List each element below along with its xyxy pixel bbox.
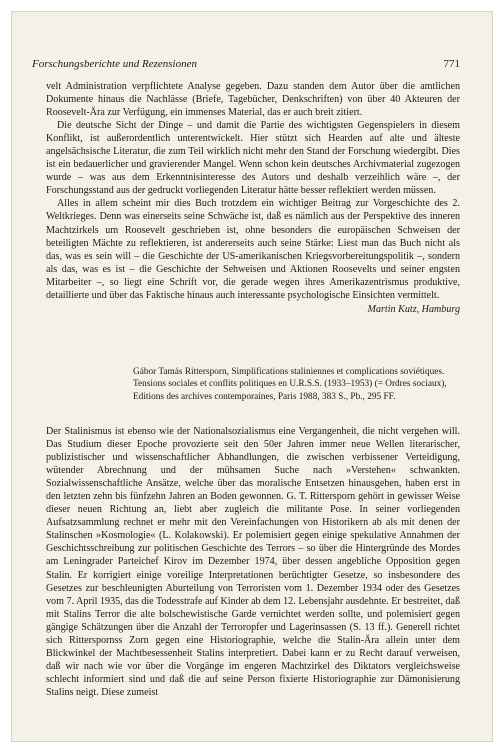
paragraph: velt Administration verpflichtete Analyse gegeben. Dazu standen dem Autor über die amtlichen Dokumente hinaus die Nachlässe (Briefe, Tagebücher, Denkschriften) von über 40 Akteuren der Roosevelt-Ära zur Verfügung, ein immenses Material, das er auch breit zitiert.	[46, 81, 460, 119]
page-number: 771	[443, 58, 460, 70]
paragraph: Alles in allem scheint mir dies Buch trotzdem ein wichtiger Beitrag zur Vorgeschichte des 2. Weltkrieges. Denn was einerseits seine Schwäche ist, daß es nämlich aus der Perspektive des inneren Machtzirkels um Roosevelt geschrieben ist, ohne besonders die europäischen Schweisen der beteiligten Mächte zu reflektieren, ist andererseits auch seine Stärke: Liest man das Buch nicht als das, was es sein will – die Geschichte der US-amerikanischen Kriegsvorbereitungspolitik –, sondern als das, was es ist – die Geschichte der Sehweisen und Aktionen Roosevelts und seiner engsten Mitarbeiter –, so liegt eine Schrift vor, die gerade wegen ihres Amerikazentrismus produktive, detaillierte und über das Faktische hinaus auch interessante psychologische Einsichten vermittelt.	[46, 198, 460, 301]
running-title: Forschungsberichte und Rezensionen	[32, 58, 197, 70]
paragraph: Die deutsche Sicht der Dinge – und damit die Partie des wichtigsten Gegenspielers in diesem Konflikt, ist außerordentlich unterentwickelt. Hier stützt sich Hearden auf alte und älteste angelsächsische Literatur, die zum Teil wirklich nicht mehr den Stand der Forschung wiedergibt. Dies ist ein bedauerlicher und gravierender Mangel. Wenn schon kein deutsches Archivmaterial zugezogen wurde – was aus dem Erkenntnisinteresse des Autors und deshalb verzeihlich wäre –, der Forschungsstand aus der gedruckt vorliegenden Literatur hätte besser reflektiert werden müssen.	[46, 120, 460, 197]
reviewer-signature: Martin Kutz, Hamburg	[367, 303, 460, 315]
review-1-text	[46, 80, 460, 316]
review-2-text	[46, 425, 460, 699]
paragraph: Der Stalinismus ist ebenso wie der Nationalsozialismus eine Vergangenheit, die nicht vergehen will. Das Studium dieser Epoche provozierte seit den 50er Jahren immer neue Wellen literarischer, publizistischer und wissenschaftlicher Abhandlungen, die zwischen verbissener Verteidigung, wütender Abrechnung und der mühsamen Suche nach »Verstehen« schwankten. Sozialwissenschaftliche Ansätze, welche über das moralische Entsetzen hinausgehen, haben erst in den letzten zehn bis fünfzehn Jahren an Boden gewonnen. G. T. Rittersporn gehört in gewisser Weise dieser neuen Richtung an, liebt aber zugleich die militante Pose. In seiner vorliegenden Aufsatzsammlung rechnet er mehr mit den Vereinfachungen von Historikern ab als mit denen der Stalinschen »Kosmologie« (L. Kolakowski). Er polemisiert gegen einige spekulative Annahmen der Geschichtsschreibung zur politischen Geschichte des Terrors – so über die Hintergründe des Mordes am Leningrader Parteichef Kirov im Dezember 1974, über dessen angebliche Opposition gegen Stalin. Er korrigiert einige voreilige Interpretationen berüchtigter Gesetze, so insbesondere des Gesetzes zur beschleunigten Aburteilung von Terroristen vom 1. Dezember 1934 oder des Gesetzes vom 7. April 1935, das die Todesstrafe auf Kinder ab dem 12. Lebensjahr ausdehnte. Er bestreitet, daß mit Stalins Terror die alte bolschewistische Garde vernichtet werden sollte, und polemisiert gegen gängige Schätzungen über die Anzahl der Terroropfer und Lagerinsassen (S. 13 ff.). Generell richtet sich Ritterspornss Zorn gegen eine Historiographie, welche die Stalin-Ära allein unter dem Blickwinkel der Machtbesessenheit Stalins interpretiert. Dabei kann er zu Recht darauf verweisen, daß wir nach wie vor über die Vorgänge im engeren Machtzirkel des Diktators vergleichsweise schlecht informiert sind und daß die auf seine Person fixierte Historiographie zur Dämonisierung Stalins neigt. Diese zumeist	[46, 426, 460, 698]
bibliographic-citation	[133, 366, 447, 403]
citation-text: Gábor Tamás Rittersporn, Simplifications staliniennes et complications soviétiques. Tensions sociales et conflits politiques en U.R.S.S. (1933–1953) (= Ordres sociaux), Editions des archives contemporaines, Paris 1988, 383 S., Pb., 295 FF.	[133, 367, 447, 402]
page-header	[32, 58, 460, 72]
